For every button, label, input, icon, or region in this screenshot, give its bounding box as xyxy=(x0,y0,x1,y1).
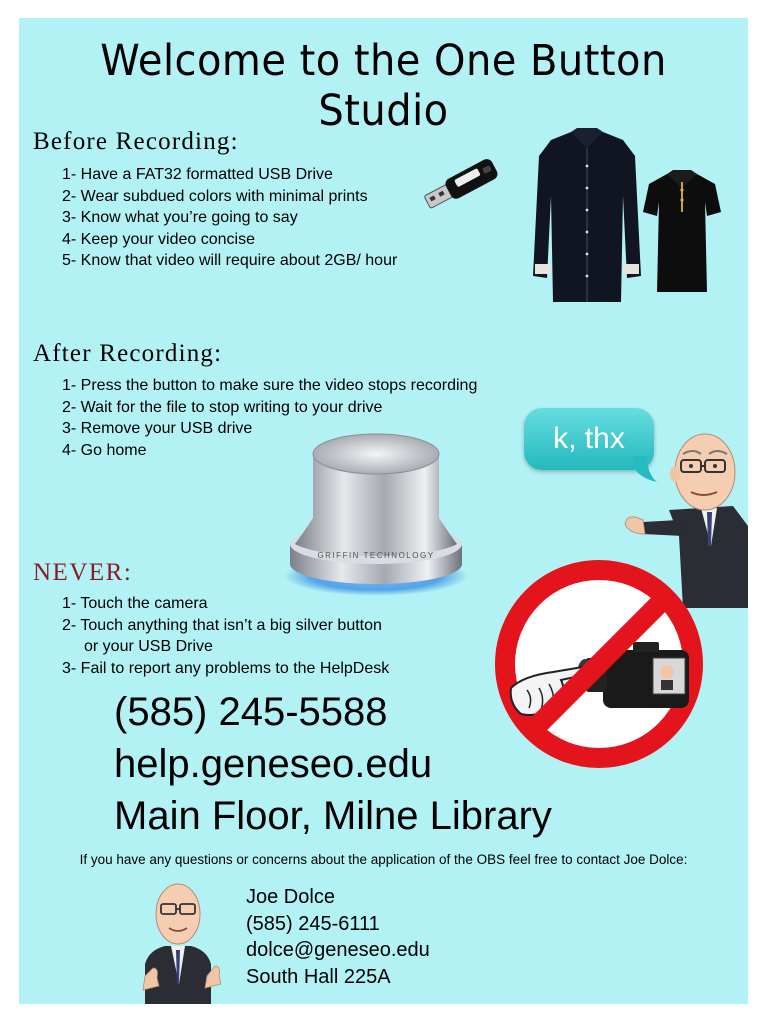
contact-phone: (585) 245-6111 xyxy=(246,912,380,935)
before-heading: Before Recording: xyxy=(33,128,239,155)
after-step: 3- Remove your USB drive xyxy=(62,420,253,437)
contact-person xyxy=(246,884,430,990)
before-step: 5- Know that video will require about 2GB/ hour xyxy=(62,252,398,269)
avatar-thumbs-up-image xyxy=(135,880,221,1004)
dress-shirt-image xyxy=(531,126,643,304)
before-step: 3- Know what you’re going to say xyxy=(62,209,298,226)
before-step: 2- Wear subdued colors with minimal prints xyxy=(62,187,368,205)
contact-email: dolce@geneseo.edu xyxy=(246,939,430,961)
helpdesk-web: help.geneseo.edu xyxy=(114,742,433,786)
never-steps xyxy=(62,593,389,679)
after-heading: After Recording: xyxy=(33,340,223,367)
never-heading: NEVER: xyxy=(33,559,133,586)
helpdesk-phone: (585) 245-5588 xyxy=(114,690,388,734)
polo-shirt-image xyxy=(641,168,723,294)
speech-bubble-text: k, thx xyxy=(553,422,625,455)
poster xyxy=(19,18,748,1004)
after-step: 4- Go home xyxy=(62,441,147,459)
button-brand-label: GRIFFIN TECHNOLOGY xyxy=(317,551,435,560)
never-step: 2- Touch anything that isn’t a big silver button xyxy=(62,616,382,634)
silver-button-image xyxy=(281,426,471,598)
never-step: 3- Fail to report any problems to the HelpDesk xyxy=(62,659,390,677)
after-step: 1- Press the button to make sure the video stops recording xyxy=(62,377,478,394)
before-step: 4- Keep your video concise xyxy=(62,230,255,248)
contact-name: Joe Dolce xyxy=(246,886,335,908)
after-step: 2- Wait for the file to stop writing to your drive xyxy=(62,398,383,416)
helpdesk-location: Main Floor, Milne Library xyxy=(114,794,552,838)
never-step: 1- Touch the camera xyxy=(62,595,208,612)
contact-note: If you have any questions or concerns about the application of the OBS feel free to contact Joe Dolce: xyxy=(79,852,688,867)
before-step: 1- Have a FAT32 formatted USB Drive xyxy=(62,166,333,183)
helpdesk-contact xyxy=(114,686,552,842)
contact-office: South Hall 225A xyxy=(246,965,391,988)
page-title: Welcome to the One Button Studio xyxy=(100,36,667,136)
never-step: or your USB Drive xyxy=(84,638,213,655)
usb-drive-icon xyxy=(411,148,511,230)
before-steps xyxy=(62,164,397,272)
